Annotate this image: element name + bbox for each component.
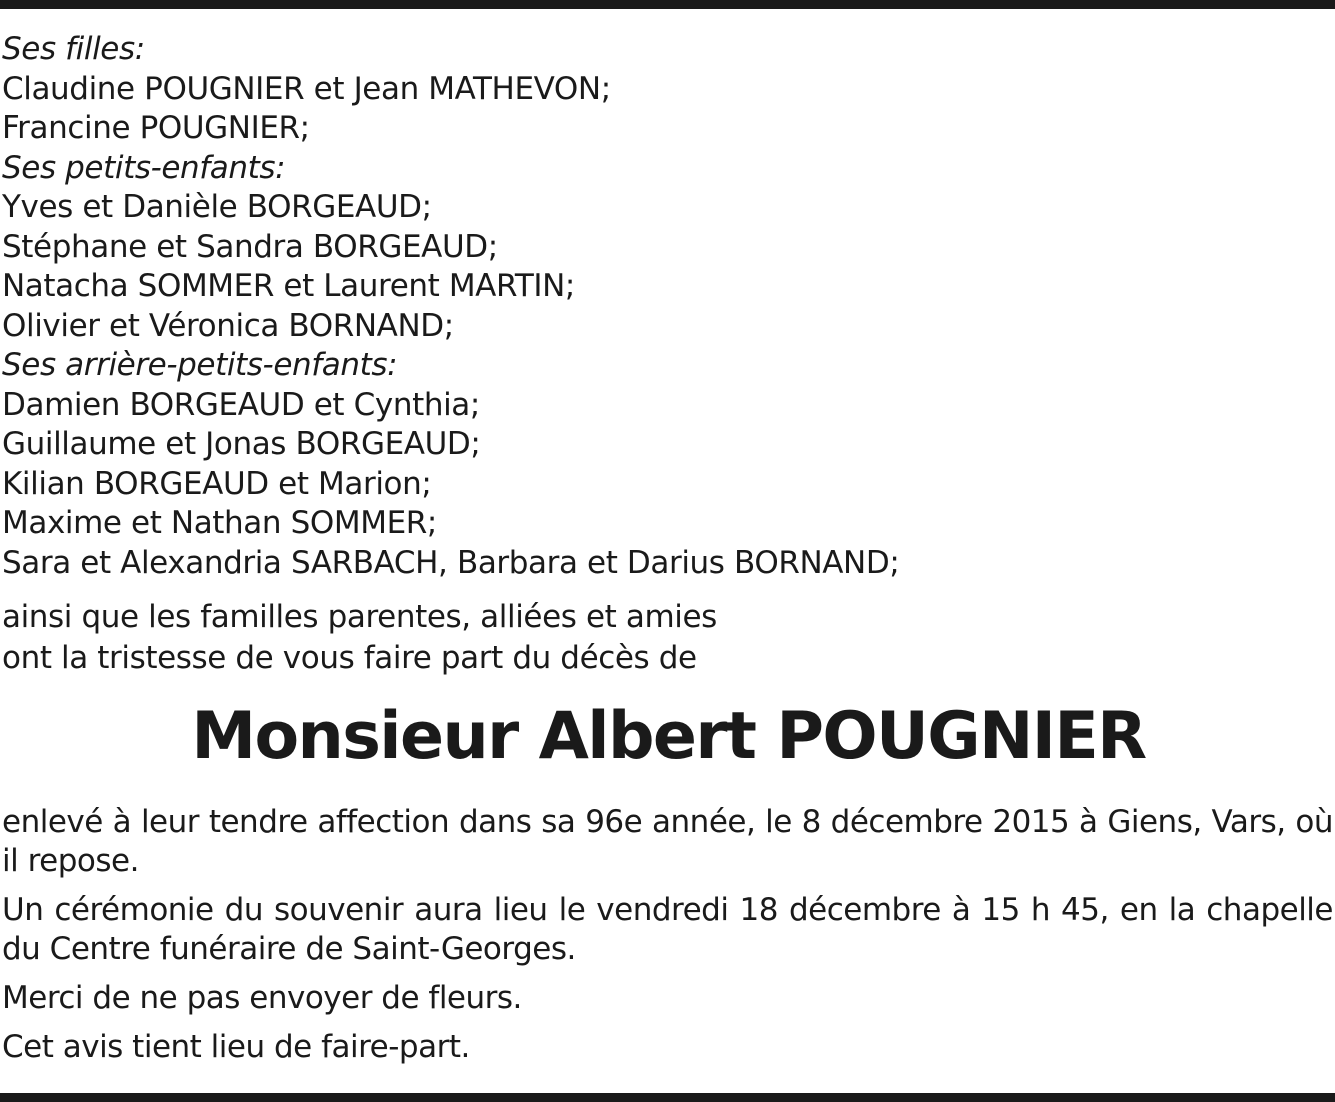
intro-line-1: ainsi que les familles parentes, alliées et amies xyxy=(2,599,717,635)
daughter-entry: Francine POUGNIER; xyxy=(2,110,310,146)
grandchild-entry: Natacha SOMMER et Laurent MARTIN; xyxy=(2,268,575,304)
bottom-rule xyxy=(0,1093,1335,1102)
grandchildren-heading: Ses petits-enfants: xyxy=(2,149,286,186)
grandchildren-section xyxy=(2,149,1333,347)
grandchild-entry: Stéphane et Sandra BORGEAUD; xyxy=(2,228,498,265)
great-grandchild-entry: Kilian BORGEAUD et Marion; xyxy=(2,465,432,502)
great-grandchild-entry: Damien BORGEAUD et Cynthia; xyxy=(2,386,480,423)
daughters-heading: Ses filles: xyxy=(2,31,145,67)
ceremony-details: Un cérémonie du souvenir aura lieu le vendredi 18 décembre à 15 h 45, en la chapelle du Centre funéraire de Saint-Georges. xyxy=(2,892,1333,967)
daughter-entry: Claudine POUGNIER et Jean MATHEVON; xyxy=(2,70,611,107)
great-grandchildren-section xyxy=(2,346,1333,583)
great-grandchild-entry: Sara et Alexandria SARBACH, Barbara et Darius BORNAND; xyxy=(2,544,900,581)
top-rule xyxy=(0,0,1335,9)
notice-statement: Cet avis tient lieu de faire-part. xyxy=(2,1029,470,1065)
great-grandchild-entry: Guillaume et Jonas BORGEAUD; xyxy=(2,426,481,462)
grandchild-entry: Yves et Danièle BORGEAUD; xyxy=(2,189,432,225)
grandchild-entry: Olivier et Véronica BORNAND; xyxy=(2,307,454,344)
obituary-notice xyxy=(2,30,1333,1077)
deceased-name: Monsieur Albert POUGNIER xyxy=(191,699,1146,774)
flowers-request: Merci de ne pas envoyer de fleurs. xyxy=(2,980,522,1016)
great-grandchildren-heading: Ses arrière-petits-enfants: xyxy=(2,347,398,383)
intro-line-2: ont la tristesse de vous faire part du décès de xyxy=(2,640,697,676)
great-grandchild-entry: Maxime et Nathan SOMMER; xyxy=(2,505,437,541)
daughters-section xyxy=(2,30,1333,149)
announcement-intro xyxy=(2,597,1333,679)
death-details: enlevé à leur tendre affection dans sa 96e année, le 8 décembre 2015 à Giens, Vars, où il repose. xyxy=(2,804,1333,879)
